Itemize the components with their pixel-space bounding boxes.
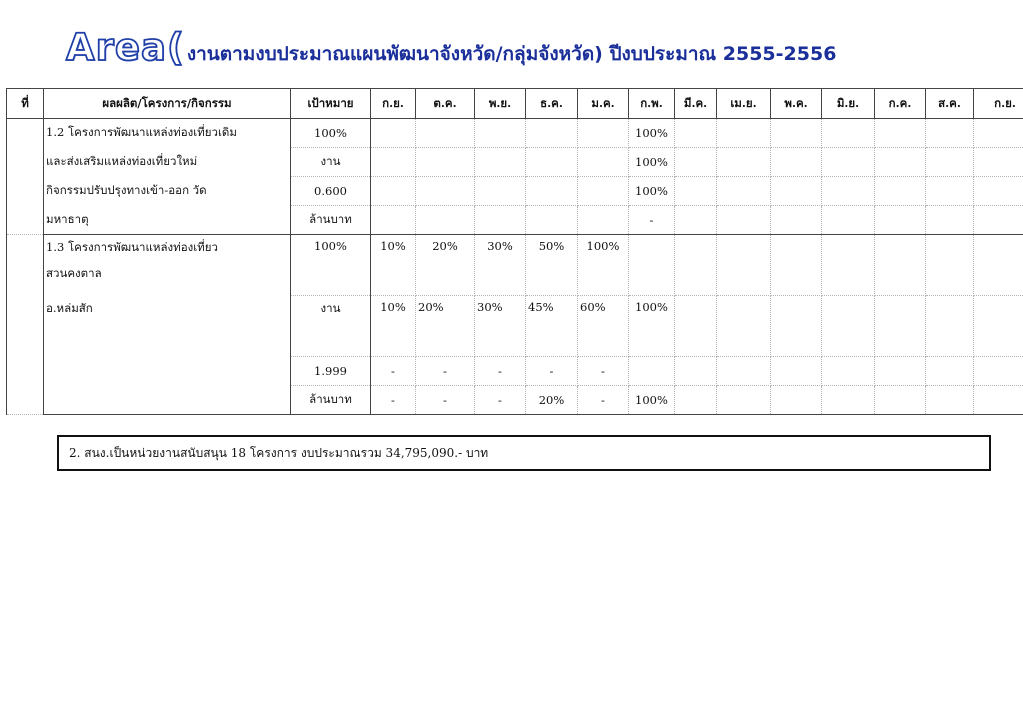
header-month: ม.ค. <box>578 89 629 119</box>
header-month: ธ.ค. <box>526 89 578 119</box>
project-line: 1.2 โครงการพัฒนาแหล่งท่องเที่ยวเดิม <box>44 119 291 148</box>
month-cell <box>629 235 675 296</box>
table-row <box>7 296 1023 357</box>
table-row <box>7 206 1023 235</box>
month-cell: 30% <box>475 296 526 357</box>
month-cell: - <box>475 357 526 386</box>
month-cell: 20% <box>416 296 475 357</box>
month-cell: 50% <box>526 235 578 296</box>
month-cell: - <box>475 386 526 415</box>
month-cell: 100% <box>578 235 629 296</box>
header-month: ก.ค. <box>875 89 926 119</box>
row-number-cell <box>7 119 44 235</box>
page-title <box>66 26 836 70</box>
title-area-word: Area( <box>66 26 185 69</box>
month-cell: 100% <box>629 119 675 148</box>
table-row <box>7 177 1023 206</box>
month-cell: 10% <box>371 235 416 296</box>
header-month: พ.ค. <box>771 89 822 119</box>
target-cell: ล้านบาท <box>291 386 371 415</box>
table-row <box>7 235 1023 296</box>
header-project: ผลผลิต/โครงการ/กิจกรรม <box>44 89 291 119</box>
header-target: เป้าหมาย <box>291 89 371 119</box>
project-line: สวนคงตาล <box>46 266 102 280</box>
month-cell: 60% <box>578 296 629 357</box>
summary-note-box <box>57 435 991 471</box>
plan-table <box>6 88 1023 415</box>
target-cell: 100% <box>291 119 371 148</box>
month-cell: - <box>578 357 629 386</box>
table-row <box>7 386 1023 415</box>
month-cell: 100% <box>629 148 675 177</box>
month-cell: - <box>629 206 675 235</box>
header-month: ก.ย. <box>371 89 416 119</box>
header-month: มี.ค. <box>675 89 717 119</box>
target-cell: ล้านบาท <box>291 206 371 235</box>
title-text: งานตามงบประมาณแผนพัฒนาจังหวัด/กลุ่มจังหวัด) ปีงบประมาณ 2555-2556 <box>186 43 837 65</box>
header-month: ส.ค. <box>926 89 974 119</box>
project-line: มหาธาตุ <box>44 206 291 235</box>
target-cell: 0.600 <box>291 177 371 206</box>
header-month: มิ.ย. <box>822 89 875 119</box>
header-month: ก.ย. <box>974 89 1023 119</box>
target-cell: 1.999 <box>291 357 371 386</box>
month-cell: 30% <box>475 235 526 296</box>
month-cell: 20% <box>526 386 578 415</box>
header-month: ก.พ. <box>629 89 675 119</box>
month-cell <box>629 357 675 386</box>
project-line: กิจกรรมปรับปรุงทางเข้า-ออก วัด <box>44 177 291 206</box>
target-cell: งาน <box>291 148 371 177</box>
header-month: เม.ย. <box>717 89 771 119</box>
project-line: และส่งเสริมแหล่งท่องเที่ยวใหม่ <box>44 148 291 177</box>
project-line: อ.หล่มสัก <box>44 296 291 357</box>
row-number-cell <box>7 235 44 415</box>
month-cell: 10% <box>371 296 416 357</box>
month-cell: 100% <box>629 177 675 206</box>
table-row <box>7 357 1023 386</box>
project-line-group <box>44 235 291 296</box>
month-cell: 100% <box>629 386 675 415</box>
header-month: พ.ย. <box>475 89 526 119</box>
project-line: 1.3 โครงการพัฒนาแหล่งท่องเที่ยว <box>46 240 218 254</box>
summary-note-text: 2. สนง.เป็นหน่วยงานสนับสนุน 18 โครงการ งบประมาณรวม 34,795,090.- บาท <box>69 445 489 460</box>
month-cell: 20% <box>416 235 475 296</box>
month-cell: - <box>578 386 629 415</box>
target-cell: งาน <box>291 296 371 357</box>
month-cell: 100% <box>629 296 675 357</box>
month-cell: - <box>371 386 416 415</box>
month-cell: 45% <box>526 296 578 357</box>
month-cell: - <box>416 386 475 415</box>
table-row <box>7 148 1023 177</box>
header-month: ต.ค. <box>416 89 475 119</box>
table-header-row <box>7 89 1023 119</box>
target-cell: 100% <box>291 235 371 296</box>
table-row <box>7 119 1023 148</box>
header-no: ที่ <box>7 89 44 119</box>
month-cell: - <box>526 357 578 386</box>
month-cell: - <box>416 357 475 386</box>
month-cell: - <box>371 357 416 386</box>
